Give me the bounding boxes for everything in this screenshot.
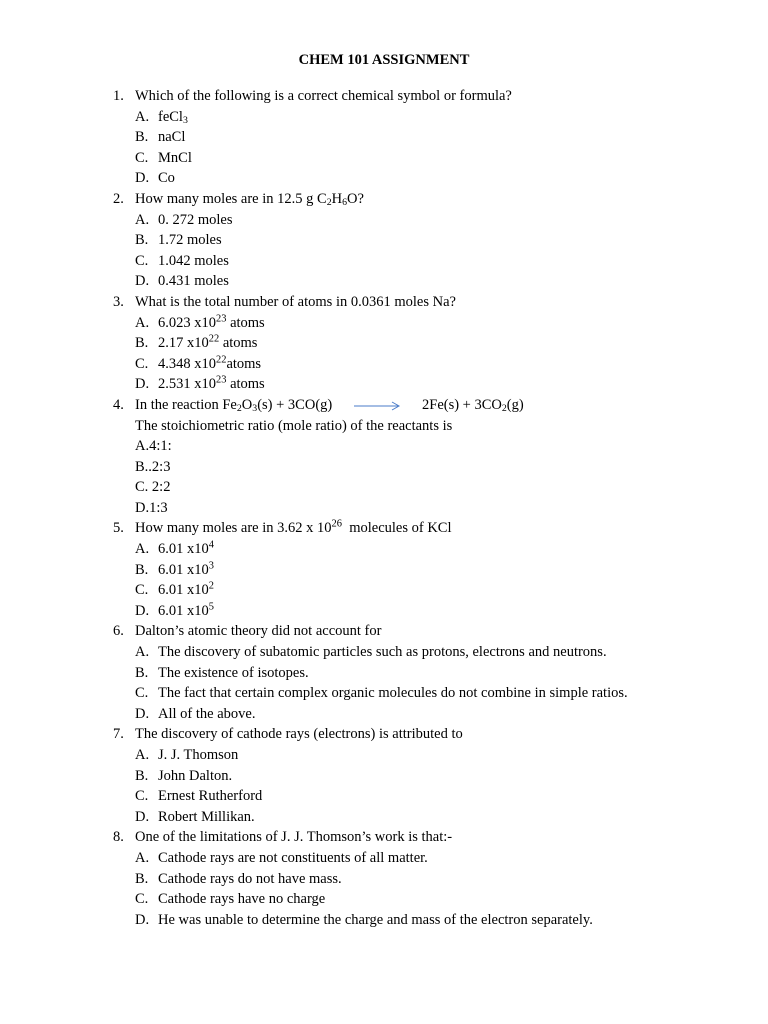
- question-text: The stoichiometric ratio (mole ratio) of the reactants is: [135, 417, 453, 434]
- option-text: 6.023 $x10^{23}$ atoms: [158, 312, 265, 331]
- option-6c: [0, 683, 768, 704]
- option-letter: B.: [135, 129, 149, 146]
- reaction-reactants: In the reaction $Fe_2O_3(s) + 3CO(g)$: [135, 396, 333, 414]
- option-6b: [0, 663, 768, 684]
- option-letter: C.: [135, 252, 149, 269]
- option-letter: D.: [135, 376, 150, 393]
- option-text: 0.431 moles: [158, 273, 229, 290]
- option-text: 1.72 moles: [158, 232, 222, 249]
- option-3b: [0, 333, 768, 354]
- option-2c: [0, 251, 768, 272]
- option-text: Robert Millikan.: [158, 808, 255, 825]
- option-4c: [0, 477, 768, 498]
- option-letter: B.: [135, 561, 149, 578]
- question-number: 7.: [113, 726, 124, 743]
- question-number: 4.: [113, 396, 124, 413]
- question-2: [0, 189, 768, 210]
- option-text: 2.17 $x10^{22}$ atoms: [158, 333, 258, 352]
- question-4: [0, 395, 768, 416]
- option-5d: [0, 601, 768, 622]
- option-text: Cathode rays have no charge: [158, 891, 326, 908]
- option-text: A.4:1:: [135, 438, 172, 455]
- option-letter: C.: [135, 582, 149, 599]
- option-2b: [0, 230, 768, 251]
- option-7a: [0, 745, 768, 766]
- option-text: naCl: [158, 129, 186, 146]
- option-7b: [0, 766, 768, 787]
- option-text: feCl$_3$: [158, 108, 188, 126]
- question-text: Dalton’s atomic theory did not account for: [135, 623, 382, 640]
- option-text: MnCl: [158, 149, 192, 166]
- reaction-products: $2Fe(s) + 3CO_2(g)$: [422, 396, 524, 414]
- option-letter: B.: [135, 232, 149, 249]
- question-3: [0, 292, 768, 313]
- option-letter: D.: [135, 705, 150, 722]
- question-8: [0, 827, 768, 848]
- question-5: [0, 518, 768, 539]
- option-7d: [0, 807, 768, 828]
- option-text: All of the above.: [158, 705, 256, 722]
- option-text: The fact that certain complex organic molecules do not combine in simple ratios.: [158, 685, 628, 702]
- option-1a: [0, 107, 768, 128]
- option-letter: A.: [135, 541, 150, 558]
- question-text: The discovery of cathode rays (electrons) is attributed to: [135, 726, 463, 743]
- option-6a: [0, 642, 768, 663]
- option-letter: C.: [135, 891, 149, 908]
- option-letter: D.: [135, 602, 150, 619]
- option-text: Cathode rays do not have mass.: [158, 870, 342, 887]
- option-5c: [0, 580, 768, 601]
- question-list: [0, 86, 768, 930]
- option-3c: [0, 354, 768, 375]
- option-letter: C.: [135, 685, 149, 702]
- option-letter: C.: [135, 355, 149, 372]
- option-text: Ernest Rutherford: [158, 788, 263, 805]
- question-1: [0, 86, 768, 107]
- option-letter: A.: [135, 644, 150, 661]
- option-text: C. 2:2: [135, 479, 171, 496]
- option-8a: [0, 848, 768, 869]
- option-text: He was unable to determine the charge and mass of the electron separately.: [158, 911, 593, 928]
- option-letter: B.: [135, 335, 149, 352]
- option-text: B..2:3: [135, 458, 171, 475]
- option-5a: [0, 539, 768, 560]
- question-7: [0, 724, 768, 745]
- option-4a: [0, 436, 768, 457]
- option-4b: [0, 457, 768, 478]
- option-text: D.1:3: [135, 499, 168, 516]
- option-letter: B.: [135, 664, 149, 681]
- option-letter: B.: [135, 870, 149, 887]
- option-6d: [0, 704, 768, 725]
- option-letter: D.: [135, 808, 150, 825]
- option-letter: D.: [135, 911, 150, 928]
- question-number: 1.: [113, 88, 124, 104]
- option-4d: [0, 498, 768, 519]
- option-text: 2.531 $x10^{23}$ atoms: [158, 374, 265, 393]
- question-number: 6.: [113, 623, 124, 640]
- option-3d: [0, 374, 768, 395]
- question-text: How many moles are in 12.5 g $C_2H_6O$?: [135, 190, 364, 208]
- option-text: J. J. Thomson: [158, 747, 239, 763]
- question-number: 5.: [113, 520, 124, 537]
- question-text: What is the total number of atoms in 0.0361 moles Na?: [135, 293, 456, 310]
- option-text: John Dalton.: [158, 767, 233, 784]
- option-8b: [0, 869, 768, 890]
- option-text: 6.01 $x10^3$: [158, 559, 214, 578]
- option-1c: [0, 148, 768, 169]
- question-text: Which of the following is a correct chemical symbol or formula?: [135, 88, 512, 104]
- option-letter: A.: [135, 849, 150, 866]
- question-number: 8.: [113, 829, 124, 846]
- option-text: 6.01 $x10^2$: [158, 580, 214, 599]
- option-letter: D.: [135, 273, 150, 290]
- option-text: Cathode rays are not constituents of all matter.: [158, 849, 428, 866]
- option-letter: A.: [135, 211, 150, 228]
- option-text: 6.01 $x10^5$: [158, 601, 214, 619]
- option-8c: [0, 889, 768, 910]
- option-letter: C.: [135, 149, 149, 166]
- question-number: 2.: [113, 190, 124, 207]
- question-4-subtext: [0, 416, 768, 437]
- option-2d: [0, 271, 768, 292]
- option-text: The discovery of subatomic particles such as protons, electrons and neutrons.: [158, 644, 607, 661]
- option-3a: [0, 313, 768, 334]
- option-text: Co: [158, 170, 175, 187]
- option-letter: C.: [135, 788, 149, 805]
- question-text: One of the limitations of J. J. Thomson’s work is that:-: [135, 829, 453, 846]
- option-letter: A.: [135, 747, 150, 763]
- option-text: 1.042 moles: [158, 252, 229, 269]
- option-2a: [0, 210, 768, 231]
- question-text: How many moles are in 3.62 x $10^{26}$ molecules of KCl: [135, 518, 452, 537]
- option-text: 6.01 $x10^4$: [158, 539, 214, 558]
- option-text: 0. 272 moles: [158, 211, 233, 228]
- question-6: [0, 621, 768, 642]
- option-letter: A.: [135, 108, 150, 125]
- option-text: The existence of isotopes.: [158, 664, 309, 681]
- option-5b: [0, 560, 768, 581]
- option-7c: [0, 786, 768, 807]
- option-8d: [0, 910, 768, 931]
- page-title: CHEM 101 ASSIGNMENT: [298, 52, 470, 68]
- reaction-arrow-icon: [353, 396, 401, 414]
- option-1d: [0, 168, 768, 189]
- option-1b: [0, 127, 768, 148]
- option-letter: B.: [135, 767, 149, 784]
- question-number: 3.: [113, 293, 124, 310]
- option-letter: D.: [135, 170, 150, 187]
- option-text: 4.348 $x10^{22}atoms$: [158, 353, 262, 372]
- option-letter: A.: [135, 314, 150, 331]
